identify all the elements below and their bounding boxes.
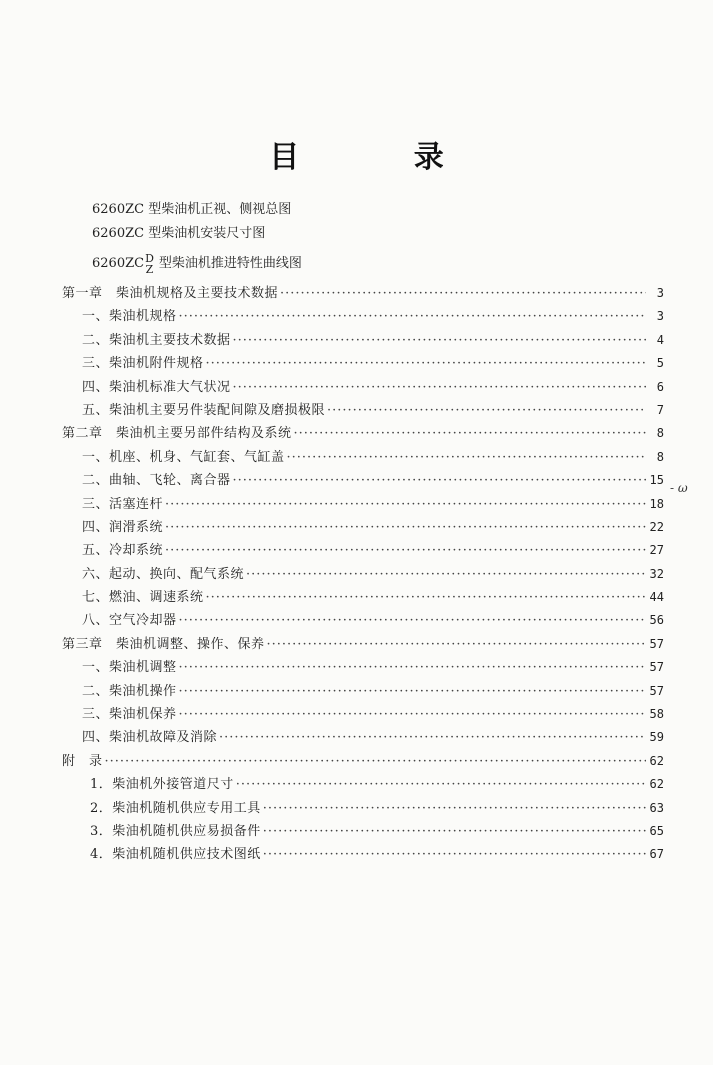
toc-page-number: 65 [649, 823, 664, 838]
toc-entry-label: 一、柴油机规格 [82, 309, 177, 325]
toc-page-number: 27 [649, 543, 664, 558]
toc-entry-row[interactable] [62, 773, 664, 796]
toc-entry-label: 二、柴油机主要技术数据 [82, 332, 231, 348]
drawing-item: 6260ZC 型柴油机正视、侧视总图 [92, 202, 292, 217]
toc-page-number: 3 [656, 309, 664, 324]
dot-leader [179, 305, 646, 328]
dot-leader [233, 376, 646, 399]
drawing-item [92, 248, 302, 280]
dot-leader [179, 656, 646, 679]
toc-entry-row[interactable] [62, 493, 664, 516]
toc-page-number: 57 [649, 683, 664, 698]
toc-entry-label: 附 录 [62, 753, 103, 769]
toc-entry-row[interactable] [62, 680, 664, 703]
toc-page-number: 8 [656, 426, 664, 441]
toc-entry-label: 第二章 柴油机主要另部件结构及系统 [62, 426, 292, 442]
toc-entry-label: 五、柴油机主要另件装配间隙及磨损极限 [82, 402, 326, 418]
drawing-item: 6260ZC 型柴油机安装尺寸图 [92, 226, 266, 241]
toc-page-number: 8 [656, 449, 664, 464]
page-title: 目 录 [269, 140, 496, 175]
toc-entry-row[interactable] [62, 609, 664, 632]
toc-entry-row[interactable] [62, 352, 664, 375]
toc-entry-row[interactable] [62, 516, 664, 539]
toc-page-number: 7 [656, 402, 664, 417]
dot-leader [263, 797, 646, 820]
toc-entry-row[interactable] [62, 446, 664, 469]
toc-chapter-row[interactable] [62, 282, 664, 305]
dot-leader [287, 446, 646, 469]
toc-entry-row[interactable] [62, 399, 664, 422]
fraction-top: D [145, 251, 154, 265]
toc-page-number: 18 [649, 496, 664, 511]
handwritten-annotation: - ω [670, 481, 688, 495]
toc-page-number: 22 [649, 519, 664, 534]
toc-entry-label: 八、空气冷却器 [82, 613, 177, 629]
toc-entry-row[interactable] [62, 539, 664, 562]
toc-entry-row[interactable] [62, 586, 664, 609]
toc-page-number: 56 [649, 613, 664, 628]
drawing-list [92, 198, 302, 280]
toc-page-number: 3 [656, 286, 664, 300]
dot-leader [263, 820, 646, 843]
toc-entry-label: 二、柴油机操作 [82, 683, 177, 699]
toc-entry-label: 三、活塞连杆 [82, 496, 164, 512]
toc-entry-row[interactable] [62, 563, 664, 586]
dot-leader [233, 469, 646, 492]
toc-entry-label: 四、润滑系统 [82, 519, 164, 535]
toc-page-number: 44 [649, 590, 664, 605]
toc-entry-label: 五、冷却系统 [82, 543, 164, 559]
dot-leader [233, 329, 646, 352]
table-of-contents [62, 282, 664, 867]
dot-leader [246, 563, 646, 586]
dot-leader [263, 843, 646, 866]
dot-leader [179, 609, 646, 632]
toc-entry-label: 4．柴油机随机供应技术图纸 [90, 847, 261, 863]
toc-page-number: 57 [649, 660, 664, 675]
dot-leader [294, 422, 646, 445]
toc-chapter-row[interactable] [62, 633, 664, 656]
toc-entry-row[interactable] [62, 469, 664, 492]
toc-page-number: 5 [656, 356, 664, 371]
toc-page-number: 62 [649, 753, 664, 768]
toc-entry-label: 2．柴油机随机供应专用工具 [90, 800, 261, 816]
dot-leader [165, 516, 646, 539]
toc-entry-row[interactable] [62, 329, 664, 352]
toc-entry-row[interactable] [62, 703, 664, 726]
toc-entry-label: 四、柴油机标准大气状况 [82, 379, 231, 395]
toc-chapter-row[interactable] [62, 422, 664, 445]
toc-page-number: 58 [649, 707, 664, 722]
drawing-title: 型柴油机推进特性曲线图 [158, 256, 302, 271]
toc-entry-label: 四、柴油机故障及消除 [82, 730, 218, 746]
toc-entry-label: 六、起动、换向、配气系统 [82, 566, 245, 582]
toc-entry-row[interactable] [62, 726, 664, 749]
toc-entry-label: 二、曲轴、飞轮、离合器 [82, 473, 231, 489]
toc-entry-row[interactable] [62, 820, 664, 843]
toc-page-number: 32 [649, 566, 664, 581]
drawing-model: 6260ZC [92, 256, 145, 271]
dot-leader [327, 399, 646, 422]
dot-leader [219, 726, 646, 749]
dot-leader [267, 633, 646, 656]
toc-page-number: 59 [649, 730, 664, 745]
dot-leader [165, 539, 646, 562]
toc-page-number: 57 [649, 636, 664, 651]
toc-entry-label: 第三章 柴油机调整、操作、保养 [62, 636, 265, 652]
toc-entry-row[interactable] [62, 656, 664, 679]
toc-entry-row[interactable] [62, 797, 664, 820]
dot-leader [179, 703, 646, 726]
dot-leader [165, 493, 646, 516]
toc-page-number: 15 [649, 473, 664, 488]
dot-leader [236, 773, 646, 796]
toc-entry-label: 1．柴油机外接管道尺寸 [90, 777, 234, 793]
toc-entry-label: 一、机座、机身、气缸套、气缸盖 [82, 449, 285, 465]
dot-leader [105, 750, 646, 773]
toc-page-number: 63 [649, 800, 664, 815]
toc-entry-label: 3．柴油机随机供应易损备件 [90, 823, 261, 839]
dot-leader [206, 352, 646, 375]
dot-leader [179, 680, 646, 703]
toc-page-number: 62 [649, 777, 664, 792]
toc-page-number: 6 [656, 379, 664, 394]
model-fraction [145, 253, 154, 275]
dot-leader [206, 586, 646, 609]
toc-entry-row[interactable] [62, 843, 664, 866]
toc-entry-label: 一、柴油机调整 [82, 660, 177, 676]
toc-entry-label: 三、柴油机附件规格 [82, 356, 204, 372]
toc-entry-row[interactable] [62, 376, 664, 399]
toc-entry-label: 三、柴油机保养 [82, 707, 177, 723]
toc-page-number: 67 [649, 847, 664, 862]
dot-leader [280, 282, 646, 305]
toc-page-number: 4 [656, 332, 664, 347]
toc-chapter-row[interactable] [62, 750, 664, 773]
toc-entry-row[interactable] [62, 305, 664, 328]
fraction-bottom: Z [145, 262, 154, 276]
toc-entry-label: 第一章 柴油机规格及主要技术数据 [62, 286, 279, 301]
toc-entry-label: 七、燃油、调速系统 [82, 590, 204, 606]
